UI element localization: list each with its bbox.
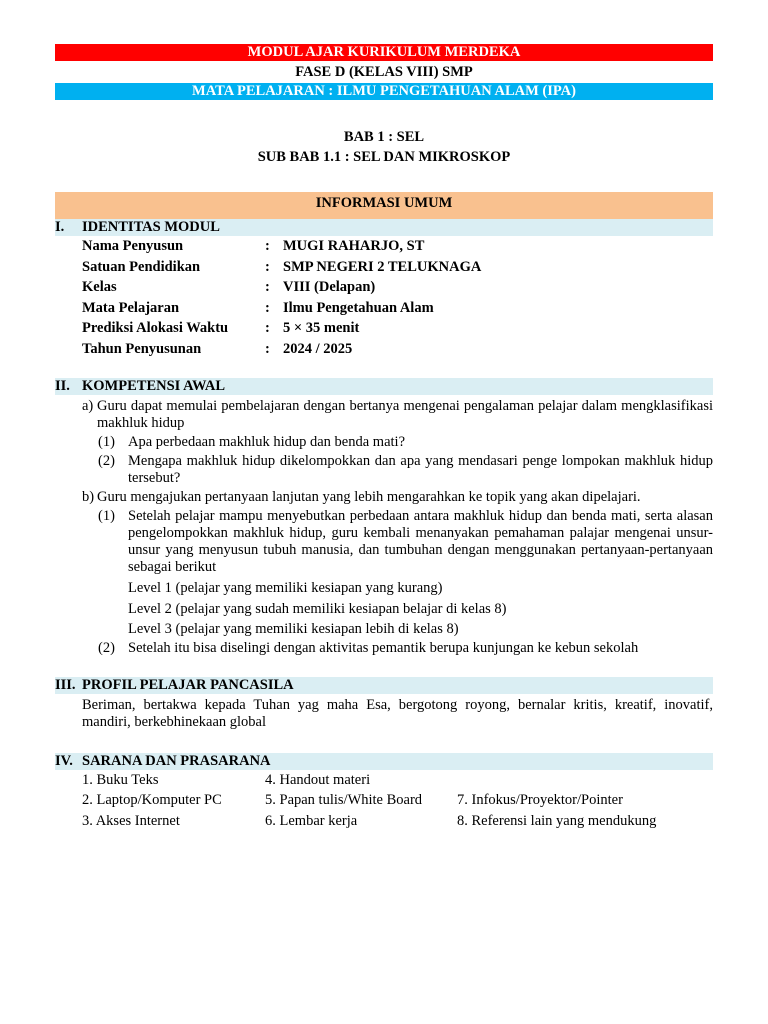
identity-table	[55, 236, 713, 359]
section-title: KOMPETENSI AWAL	[82, 378, 226, 394]
identity-label: Prediksi Alokasi Waktu	[82, 320, 229, 336]
section-kompetensi-awal	[55, 378, 713, 395]
facility-item: 1. Buku Teks	[82, 771, 159, 788]
list-text: Setelah pelajar mampu menyebutkan perbedaan antara makhluk hidup dan benda mati, serta alasan pengelompokkan makhluk hidup, guru kembali menanyakan pemahaman palajar mengenai unsur-unsur yang menyusun tubuh manusia, dan tumbuhan dengan menggunakan pertanyaan-pertanyaan sebagai berikut	[128, 508, 713, 575]
list-marker: a)	[82, 398, 94, 414]
list-text: Guru dapat memulai pembelajaran dengan bertanya mengenai pengalaman pelajar dalam mengklasifikasi makhluk hidup	[97, 398, 713, 431]
section-number: III.	[55, 676, 76, 693]
identity-colon: :	[265, 299, 270, 316]
module-title-band: MODUL AJAR KURIKULUM MERDEKA	[55, 44, 713, 61]
section-title: SARANA DAN PRASARANA	[82, 752, 271, 769]
identity-value: VIII (Delapan)	[283, 279, 376, 295]
identity-label: Satuan Pendidikan	[82, 258, 201, 275]
list-text: Setelah itu bisa diselingi dengan aktivitas pemantik berupa kunjungan ke kebun sekolah	[128, 639, 639, 656]
level-item: Level 1 (pelajar yang memiliki kesiapan yang kurang)	[128, 580, 443, 596]
identity-value: Ilmu Pengetahuan Alam	[283, 299, 434, 316]
list-text: Guru mengajukan pertanyaan lanjutan yang lebih mengarahkan ke topik yang akan dipelajari.	[97, 489, 641, 505]
subchapter-title: SUB BAB 1.1 : SEL DAN MIKROSKOP	[257, 149, 511, 165]
identity-row	[55, 339, 713, 360]
section-title: IDENTITAS MODUL	[82, 219, 220, 235]
list-text: Apa perbedaan makhluk hidup dan benda mati?	[128, 434, 406, 450]
list-marker: b)	[82, 489, 95, 505]
list-marker: (2)	[98, 639, 115, 656]
document-page	[55, 44, 713, 831]
identity-value: MUGI RAHARJO, ST	[283, 238, 425, 254]
identity-colon: :	[265, 340, 270, 357]
facility-item: 5. Papan tulis/White Board	[265, 792, 423, 808]
facility-row	[55, 790, 713, 811]
identity-row	[55, 277, 713, 298]
chapter-title: BAB 1 : SEL	[343, 129, 425, 145]
level-item: Level 2 (pelajar yang sudah memiliki kesiapan belajar di kelas 8)	[128, 600, 507, 617]
facility-row	[55, 770, 713, 791]
list-marker: (2)	[98, 453, 115, 469]
identity-colon: :	[265, 238, 270, 254]
identity-row	[55, 298, 713, 319]
level-item: Level 3 (pelajar yang memiliki kesiapan lebih di kelas 8)	[128, 621, 459, 637]
list-text: Mengapa makhluk hidup dikelompokkan dan apa yang mendasari penge lompokan makhluk hidup tersebut?	[128, 453, 713, 486]
subject-title-band: MATA PELAJARAN : ILMU PENGETAHUAN ALAM (IPA)	[55, 83, 713, 100]
identity-row	[55, 318, 713, 339]
section-identitas-modul	[55, 219, 713, 236]
identity-colon: :	[265, 320, 270, 336]
general-info-bar: INFORMASI UMUM	[55, 192, 713, 219]
section-number: II.	[55, 378, 70, 394]
facility-item: 4. Handout materi	[265, 771, 371, 788]
facility-row	[55, 811, 713, 832]
facility-item: 6. Lembar kerja	[265, 812, 358, 829]
identity-value: 5 × 35 menit	[283, 320, 360, 336]
section-profil-pelajar	[55, 677, 713, 694]
facility-item: 3. Akses Internet	[82, 812, 180, 829]
list-marker: (1)	[98, 434, 115, 450]
list-marker: (1)	[98, 508, 115, 524]
identity-label: Nama Penyusun	[82, 238, 184, 254]
phase-title: FASE D (KELAS VIII) SMP	[295, 64, 473, 80]
list-item	[98, 508, 713, 576]
kompetensi-content	[55, 398, 713, 657]
list-item	[98, 453, 713, 487]
profil-text: Beriman, bertakwa kepada Tuhan yag maha Esa, bergotong royong, bernalar kritis, kreatif, inovatif, mandiri, berkebhinekaan global	[82, 696, 713, 730]
identity-label: Kelas	[82, 279, 117, 295]
identity-label: Mata Pelajaran	[82, 299, 180, 316]
facility-item: 7. Infokus/Proyektor/Pointer	[457, 792, 623, 808]
list-item	[82, 489, 713, 506]
identity-row	[55, 257, 713, 278]
section-number: I.	[55, 219, 65, 235]
list-item	[82, 398, 713, 432]
facility-item: 2. Laptop/Komputer PC	[82, 792, 222, 808]
facility-list	[55, 770, 713, 832]
section-number: IV.	[55, 752, 73, 769]
identity-colon: :	[265, 279, 270, 295]
list-item	[98, 640, 713, 657]
identity-row	[55, 236, 713, 257]
identity-label: Tahun Penyusunan	[82, 340, 202, 357]
section-sarana-prasarana	[55, 753, 713, 770]
facility-item: 8. Referensi lain yang mendukung	[457, 812, 657, 829]
identity-colon: :	[265, 258, 270, 275]
identity-value: 2024 / 2025	[283, 340, 353, 357]
section-title: PROFIL PELAJAR PANCASILA	[82, 676, 294, 693]
list-item	[98, 434, 713, 451]
identity-value: SMP NEGERI 2 TELUKNAGA	[283, 258, 482, 275]
